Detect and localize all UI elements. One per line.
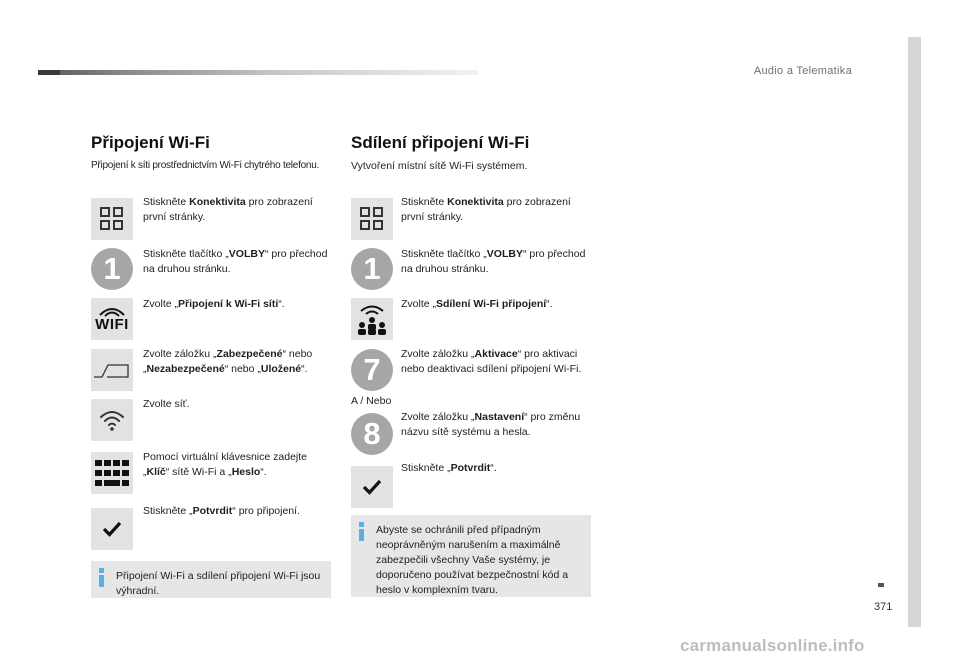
grid-icon [351, 198, 393, 240]
grid-icon [91, 198, 133, 240]
step-number-badge: 8 [351, 413, 393, 455]
right-step-options: Stiskněte tlačítko „VOLBY“ pro přechod na druhou stránku. [401, 248, 586, 275]
page-marker [878, 583, 884, 587]
page-number: 371 [874, 601, 893, 613]
step-number-badge: 7 [351, 349, 393, 391]
right-step-confirm: Stiskněte „Potvrdit“. [401, 462, 497, 474]
side-margin-bar [908, 37, 921, 627]
header-rule [38, 70, 478, 75]
tab-icon [91, 349, 133, 391]
left-step-select-network: Zvolte síť. [143, 398, 190, 410]
left-step-options: Stiskněte tlačítko „VOLBY“ pro přechod na druhou stránku. [143, 248, 328, 275]
right-section-title: Sdílení připojení Wi-Fi [351, 133, 530, 152]
wifi-icon [91, 399, 133, 441]
info-icon [99, 568, 107, 587]
left-section-subtitle: Připojení k síti prostřednictvím Wi-Fi chytrého telefonu. [91, 160, 320, 171]
keyboard-icon [91, 452, 133, 494]
right-step-wifi-sharing: Zvolte „Sdílení Wi-Fi připojení“. [401, 298, 553, 310]
right-section-subtitle: Vytvoření místní sítě Wi-Fi systémem. [351, 160, 528, 172]
wifi-label-icon: WIFI [91, 298, 133, 340]
left-step-confirm: Stiskněte „Potvrdit“ pro připojení. [143, 505, 300, 517]
right-info-note: Abyste se ochránili před případným neoprávněným narušením a maximálně zabezpečili všechny Vaše systémy, je doporučeno používat bezpečnostní kód a heslo v komplexním tvaru. [351, 515, 591, 597]
step-number-badge: 1 [91, 248, 133, 290]
right-step-connectivity: Stiskněte Konektivita pro zobrazení první stránky. [401, 196, 571, 223]
right-step-activation-tab: Zvolte záložku „Aktivace“ pro aktivaci nebo deaktivaci sdílení připojení Wi-Fi. [401, 348, 582, 375]
left-section-title: Připojení Wi-Fi [91, 133, 210, 152]
hotspot-icon [351, 298, 393, 340]
info-icon [359, 522, 367, 541]
left-step-security-tab: Zvolte záložku „Zabezpečené“ nebo „Nezabezpečené“ nebo „Uložené“. [143, 348, 313, 375]
watermark: carmanualsonline.info [680, 636, 865, 655]
section-label: Audio a Telematika [753, 65, 852, 77]
left-info-note: Připojení Wi-Fi a sdílení připojení Wi-Fi jsou výhradní. [91, 561, 331, 598]
left-step-enter-key: Pomocí virtuální klávesnice zadejte „Klíč“ sítě Wi-Fi a „Heslo“. [143, 451, 307, 478]
step-number-badge: 1 [351, 248, 393, 290]
alternative-label: A / Nebo [351, 395, 392, 407]
header-rule-accent [38, 70, 60, 75]
left-step-wifi-connect: Zvolte „Připojení k Wi-Fi síti“. [143, 298, 285, 310]
left-step-connectivity: Stiskněte Konektivita pro zobrazení první stránky. [143, 196, 313, 223]
right-step-settings-tab: Zvolte záložku „Nastavení“ pro změnu názvu sítě systému a hesla. [401, 411, 581, 438]
checkmark-icon [91, 508, 133, 550]
checkmark-icon [351, 466, 393, 508]
